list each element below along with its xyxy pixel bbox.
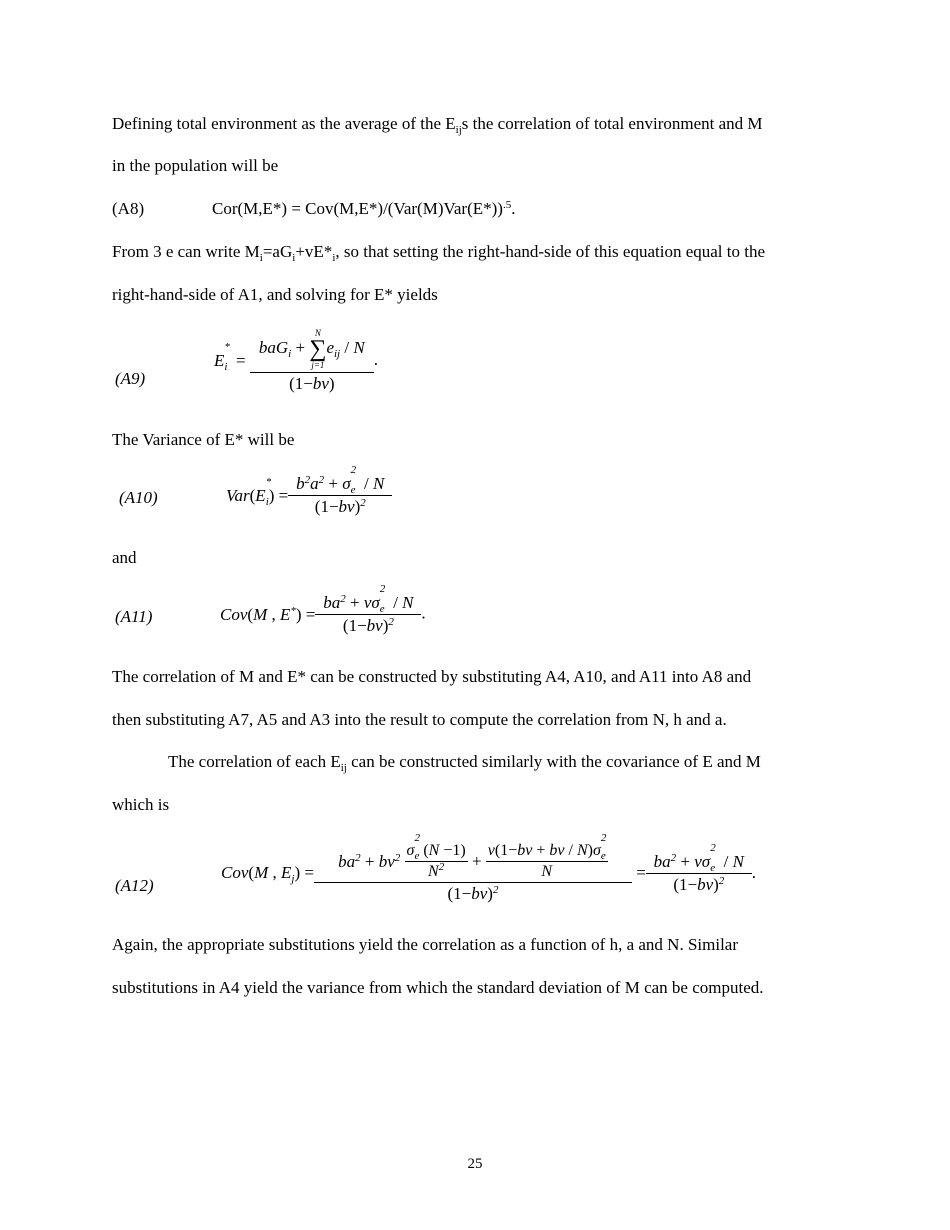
text-line: Defining total environment as the average of the $E_{ij}s$ the correlation of total environment and M xyxy=(112,114,763,136)
equation-a12: Cov(M , $E_j$) = $ba^2 + bv^2$ $\sigma_e$ 2 (N −1) $N^2$ + v(1−bv + bv / $N)\sigma_e$ 2 N $(1-bv)^2$ = $ba^2 + v\sigma_e$ 2 / N $(1-bv)^2$ . xyxy=(221,832,757,903)
equation-label-a10: (A10) xyxy=(119,488,158,507)
equation-a9: $E_i$ * = baG$_i$ + N ∑ j=1 $e_{ij}$ / N (1−bv) . xyxy=(214,328,379,393)
equation-label-a11: (A11) xyxy=(115,607,153,626)
equation-a11: Cov(M , E*) = $ba^2 + v\sigma_e$ 2 / N $(1-bv)^2$ . xyxy=(220,583,426,635)
text-line: right-hand-side of A1, and solving for E* yields xyxy=(112,285,438,304)
equation-label-a12: (A12) xyxy=(115,876,154,895)
equation-a8: $Cor(M,E*) = Cov(M,E*)/(Var(M)Var(E*))^{.5}$. xyxy=(212,199,516,218)
text-line: then substituting A7, A5 and A3 into the result to compute the correlation from N, h and a. xyxy=(112,710,727,729)
text-line: The Variance of E* will be xyxy=(112,430,295,449)
equation-label-a9: (A9) xyxy=(115,369,146,388)
text-line: and xyxy=(112,548,137,567)
text-line: From 3 e can write $M_i=aG_i+vE*_i$, so that setting the right-hand-side of this equation equal to the xyxy=(112,242,766,264)
text-line: which is xyxy=(112,795,170,814)
page-number: 25 xyxy=(467,1156,483,1172)
text-line: in the population will be xyxy=(112,156,279,175)
equation-label-a8: (A8) xyxy=(112,199,145,218)
text-line: The correlation of M and E* can be constructed by substituting A4, A10, and A11 into A8 and xyxy=(112,667,752,686)
text-line: substitutions in A4 yield the variance from which the standard deviation of M can be computed. xyxy=(112,978,764,997)
text-line: Again, the appropriate substitutions yield the correlation as a function of h, a and N. Similar xyxy=(112,935,739,954)
equation-a10: $Var(E_i$ * ) = $b^2a^2 + \sigma_e$ 2 / N $(1-bv)^2$ xyxy=(226,474,392,517)
text-line: The correlation of each $E_{ij}$ can be constructed similarly with the covariance of E and M xyxy=(168,752,761,774)
